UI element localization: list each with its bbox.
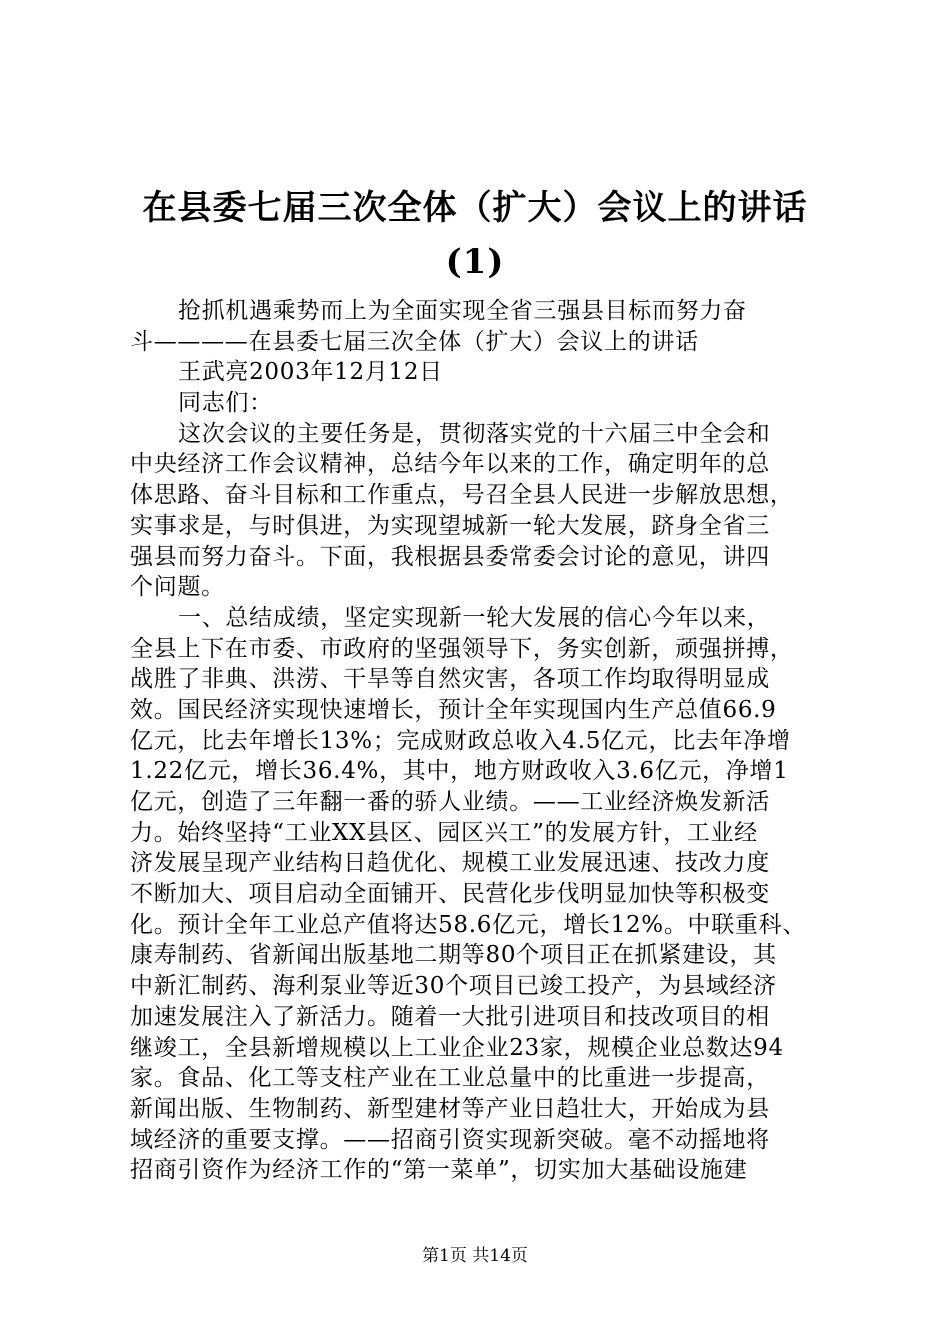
body-line: 家。食品、化工等支柱产业在工业总量中的比重进一步提高， [130, 1065, 770, 1092]
body-line: 域经济的重要支撑。——招商引资实现新突破。毫不动摇地将 [130, 1126, 770, 1153]
body-line: 康寿制药、省新闻出版基地二期等80个项目正在抓紧建设，其 [130, 942, 777, 969]
body-line: 抢抓机遇乘势而上为全面实现全省三强县目标而努力奋 [178, 298, 747, 324]
body-line: 不断加大、项目启动全面铺开、民营化步伐明显加快等积极变 [130, 881, 770, 908]
body-line: 新闻出版、生物制药、新型建材等产业日趋壮大，开始成为县 [130, 1095, 770, 1122]
body-line: 亿元，比去年增长13%；完成财政总收入4.5亿元，比去年净增 [130, 727, 791, 754]
document-title-line2: (1) [445, 242, 505, 282]
body-line: 全县上下在市委、市政府的坚强领导下，务实创新，顽强拼搏， [130, 635, 794, 662]
body-line: 加速发展注入了新活力。随着一大批引进项目和技改项目的相 [130, 1003, 770, 1030]
body-line: 同志们： [178, 390, 273, 417]
body-line: 中央经济工作会议精神，总结今年以来的工作，确定明年的总 [130, 451, 770, 478]
body-line: 实事求是，与时俱进，为实现望城新一轮大发展，跻身全省三 [130, 512, 770, 539]
body-line: 继竣工，全县新增规模以上工业企业23家，规模企业总数达94 [130, 1034, 784, 1061]
body-line: 斗————在县委七届三次全体（扩大）会议上的讲话 [130, 328, 699, 355]
body-line: 强县而努力奋斗。下面，我根据县委常委会讨论的意见，讲四 [130, 543, 770, 570]
body-line: 济发展呈现产业结构日趋优化、规模工业发展迅速、技改力度 [130, 850, 770, 877]
body-line: 体思路、奋斗目标和工作重点，号召全县人民进一步解放思想， [130, 482, 794, 509]
body-line: 效。国民经济实现快速增长，预计全年实现国内生产总值66.9 [130, 696, 777, 723]
document-body [130, 296, 830, 1186]
body-line: 一、总结成绩，坚定实现新一轮大发展的信心今年以来， [178, 604, 771, 631]
body-line: 化。预计全年工业总产值将达58.6亿元，增长12%。中联重科、 [130, 911, 807, 938]
body-line: 个问题。 [130, 574, 225, 601]
body-line: 中新汇制药、海利泵业等近30个项目已竣工投产，为县域经济 [130, 973, 777, 1000]
body-line: 招商引资作为经济工作的“第一菜单”，切实加大基础设施建 [130, 1157, 748, 1184]
body-line: 力。始终坚持“工业XX县区、园区兴工”的发展方针，工业经 [130, 819, 758, 846]
body-line: 战胜了非典、洪涝、干旱等自然灾害，各项工作均取得明显成 [130, 666, 770, 693]
document-title-line1: 在县委七届三次全体（扩大）会议上的讲话 [142, 188, 808, 228]
body-line: 亿元，创造了三年翻一番的骄人业绩。——工业经济焕发新活 [130, 789, 770, 815]
page-footer: 第1页 共14页 [422, 1246, 528, 1266]
body-line: 1.22亿元，增长36.4%，其中，地方财政收入3.6亿元，净增1 [130, 758, 789, 785]
body-line: 这次会议的主要任务是，贯彻落实党的十六届三中全会和 [178, 420, 771, 447]
body-line: 王武亮2003年12月12日 [178, 359, 443, 386]
